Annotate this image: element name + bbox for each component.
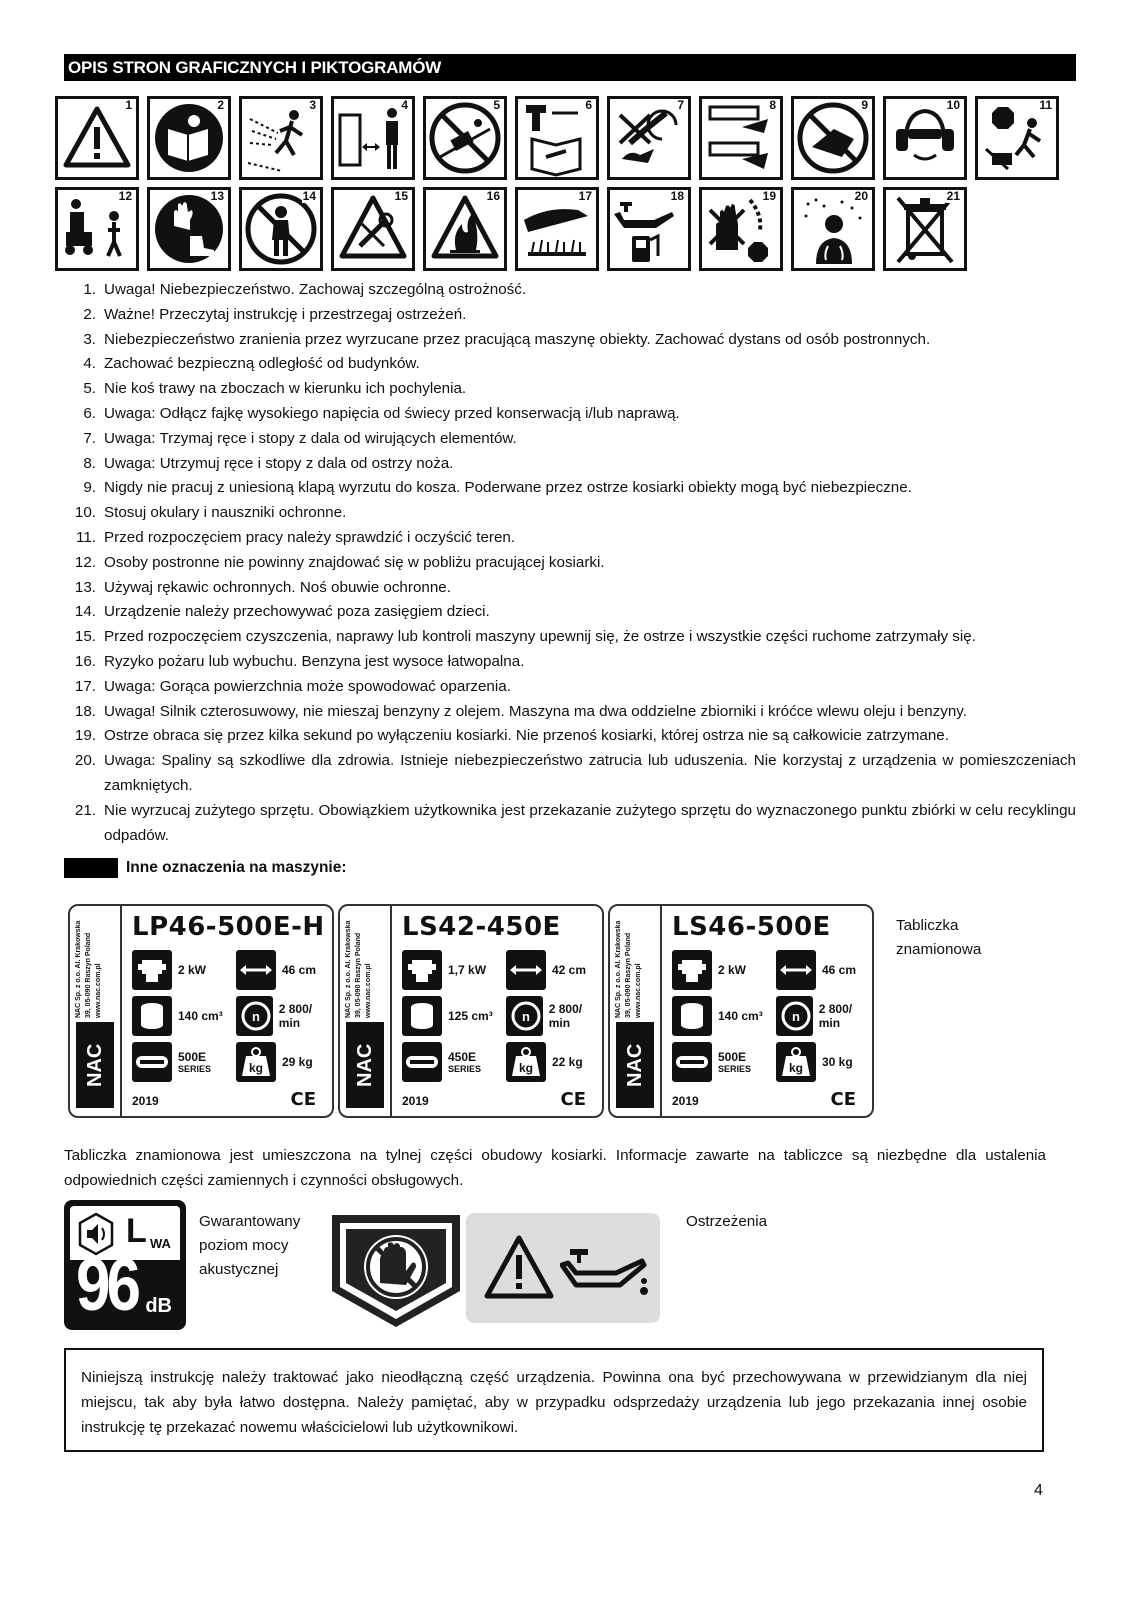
rpm: n 2 800/ min (236, 996, 332, 1036)
ce-mark: CE (290, 1089, 316, 1110)
engine-series: 500E SERIES (132, 1042, 211, 1082)
list-item-text: Ostrze obraca się przez kilka sekund po wyłączeniu kosiarki. Nie przenoś kosiarki, której ostrza nie są całkowicie zatrzymane. (104, 727, 949, 745)
ce-mark: CE (830, 1089, 856, 1110)
weight-icon (506, 1042, 546, 1082)
list-item-text: Zachować bezpieczną odległość od budynków. (104, 355, 420, 373)
lwa-subscript: WA (150, 1236, 171, 1251)
rpm: n 2 800/ min (506, 996, 602, 1036)
pictogram-19 (699, 187, 783, 271)
pictogram-11 (975, 96, 1059, 180)
pictogram-12 (55, 187, 139, 271)
svg-text:kg: kg (788, 1061, 804, 1075)
model-name: LP46-500E-H (132, 912, 325, 942)
list-item-number: 10. (74, 504, 96, 522)
list-item (64, 328, 1076, 353)
list-item-text: Ważne! Przeczytaj instrukcję i przestrzegaj ostrzeżeń. (104, 305, 467, 323)
list-item (64, 427, 1076, 452)
weight-icon (776, 1042, 816, 1082)
section-title: OPIS STRON GRAFICZNYCH I PIKTOGRAMÓW (64, 54, 1076, 81)
pictogram-number: 19 (762, 189, 776, 203)
pictogram-number: 14 (302, 189, 316, 203)
pictogram-number: 17 (578, 189, 592, 203)
plate-side-strip (70, 906, 122, 1116)
rpm-icon (506, 996, 543, 1036)
list-item (64, 377, 1076, 402)
svg-text:kg: kg (248, 1061, 264, 1075)
capacity-icon (132, 996, 172, 1036)
list-item-text: Nigdy nie pracuj z uniesioną klapą wyrzutu do kosza. Poderwane przez ostrze kosiarki obiekty mogą być niebezpieczne. (104, 479, 912, 497)
pictogram-8 (699, 96, 783, 180)
power-icon (402, 950, 442, 990)
production-year: 2019 (672, 1094, 699, 1108)
oil-can-icon (560, 1243, 652, 1301)
sound-power-caption: Gwarantowany poziom mocy akustycznej (199, 1213, 301, 1278)
pictogram-18 (607, 187, 691, 271)
list-item (64, 650, 1076, 675)
list-item-text: Uwaga: Spaliny są szkodliwe dla zdrowia. Istnieje niebezpieczeństwo zatrucia lub uduszenia. Nie korzystaj z urządzenia w pomieszczeniach zamkniętych. (104, 752, 1076, 794)
list-item-text: Uwaga: Gorąca powierzchnia może spowodować oparzenia. (104, 677, 511, 695)
sound-power-label (64, 1200, 186, 1330)
engine-series: 450E SERIES (402, 1042, 481, 1082)
lwa-value: 96 (76, 1244, 137, 1327)
pictogram-1 (55, 96, 139, 180)
list-item (64, 724, 1076, 749)
no-hands-warning-icon (330, 1213, 462, 1329)
production-year: 2019 (402, 1094, 429, 1108)
rpm-icon (776, 996, 813, 1036)
list-item-number: 17. (74, 677, 96, 695)
list-item-number: 12. (74, 553, 96, 571)
list-item-number: 19. (74, 727, 96, 745)
pictogram-number: 9 (861, 98, 868, 112)
other-markings-title: Inne oznaczenia na maszynie: (126, 859, 347, 876)
pictogram-9 (791, 96, 875, 180)
capacity: 125 cm³ (402, 996, 493, 1036)
warning-oil-panel (466, 1213, 660, 1323)
list-item-text: Uwaga: Trzymaj ręce i stopy z dala od wirujących elementów. (104, 429, 517, 447)
list-item-number: 8. (83, 454, 96, 472)
pictogram-20 (791, 187, 875, 271)
weight: kg 30 kg (776, 1042, 853, 1082)
svg-text:n: n (792, 1009, 800, 1024)
list-item-text: Uwaga! Silnik czterosuwowy, nie mieszaj benzyny z olejem. Maszyna ma dwa oddzielne zbiorniki i króćce wlewu oleju i benzyny. (104, 702, 967, 720)
list-item-text: Stosuj okulary i nauszniki ochronne. (104, 504, 347, 522)
list-item-text: Osoby postronne nie powinny znajdować się w pobliżu pracującej kosiarki. (104, 553, 605, 571)
capacity-icon (402, 996, 442, 1036)
lwa-symbol: L (126, 1212, 147, 1250)
production-year: 2019 (132, 1094, 159, 1108)
cutting-width: 42 cm (506, 950, 586, 990)
list-item (64, 700, 1076, 725)
engine-brand-icon (672, 1042, 712, 1082)
list-item-number: 20. (74, 752, 96, 770)
list-item (64, 625, 1076, 650)
brand-logo: NAC (76, 1022, 114, 1108)
manufacturer-address: NAC Sp. z o.o. Al. Krakowska 39, 05-090 Raszyn Poland www.nac.com.pl (75, 920, 102, 1018)
power-icon (672, 950, 712, 990)
pictogram-number: 5 (493, 98, 500, 112)
list-item-number: 18. (74, 702, 96, 720)
list-item (64, 278, 1076, 303)
list-item-text: Nie koś trawy na zboczach w kierunku ich pochylenia. (104, 380, 467, 398)
list-item-number: 11. (76, 528, 96, 546)
pictogram-row-2 (55, 187, 1085, 271)
rating-plate (338, 904, 604, 1118)
pictogram-number: 16 (486, 189, 500, 203)
svg-text:n: n (252, 1009, 260, 1024)
svg-text:n: n (522, 1009, 530, 1024)
weight: kg 22 kg (506, 1042, 583, 1082)
pictogram-number: 11 (1039, 98, 1052, 112)
engine-series: 500E SERIES (672, 1042, 751, 1082)
brand-logo: NAC (346, 1022, 384, 1108)
other-markings-heading (64, 858, 347, 878)
list-item (64, 675, 1076, 700)
pictogram-13 (147, 187, 231, 271)
warnings-caption: Ostrzeżenia (686, 1213, 768, 1230)
list-item-number: 13. (74, 578, 96, 596)
list-item-number: 7. (83, 429, 96, 447)
rpm: n 2 800/ min (776, 996, 872, 1036)
list-item-number: 9. (83, 479, 96, 497)
list-item-text: Używaj rękawic ochronnych. Noś obuwie ochronne. (104, 578, 451, 596)
list-item (64, 303, 1076, 328)
page-number: 4 (1034, 1482, 1043, 1499)
weight-icon (236, 1042, 276, 1082)
pictogram-number: 8 (769, 98, 776, 112)
rating-plate-label: Tabliczka znamionowa (896, 917, 982, 958)
list-item-text: Niebezpieczeństwo zranienia przez wyrzucane przez pracującą maszynę obiekty. Zachować dystans od osób postronnych. (104, 330, 931, 348)
list-item-text: Przed rozpoczęciem czyszczenia, naprawy lub kontroli maszyny upewnij się, że ostrze i wszystkie części ruchome zatrzymały się. (104, 628, 976, 646)
list-item-text: Uwaga: Odłącz fajkę wysokiego napięcia od świecy przed konserwacją i/lub naprawą. (104, 404, 680, 422)
list-item (64, 576, 1076, 601)
cutting-width-icon (776, 950, 816, 990)
cutting-width: 46 cm (776, 950, 856, 990)
list-item-number: 2. (83, 305, 96, 323)
list-item-number: 5. (83, 380, 96, 398)
list-item (64, 476, 1076, 501)
rating-plate (608, 904, 874, 1118)
list-item-text: Ryzyko pożaru lub wybuchu. Benzyna jest wysoce łatwopalna. (104, 652, 525, 670)
pictogram-number: 1 (125, 98, 132, 112)
power: 1,7 kW (402, 950, 486, 990)
list-item (64, 799, 1076, 849)
pictogram-number: 18 (670, 189, 684, 203)
ce-mark: CE (560, 1089, 586, 1110)
list-item-number: 3. (83, 330, 96, 348)
list-item-number: 4. (83, 355, 96, 373)
list-item-text: Urządzenie należy przechowywać poza zasięgiem dzieci. (104, 603, 490, 621)
power-icon (132, 950, 172, 990)
pictogram-grid (55, 96, 1085, 278)
list-item (64, 452, 1076, 477)
list-item (64, 402, 1076, 427)
pictogram-16 (423, 187, 507, 271)
list-item-text: Uwaga! Niebezpieczeństwo. Zachowaj szczególną ostrożność. (104, 281, 527, 298)
list-item-number: 6. (83, 404, 96, 422)
brand-logo: NAC (616, 1022, 654, 1108)
lwa-unit: dB (145, 1295, 172, 1317)
pictogram-21 (883, 187, 967, 271)
list-item (64, 526, 1076, 551)
cutting-width: 46 cm (236, 950, 316, 990)
pictogram-2 (147, 96, 231, 180)
model-name: LS42-450E (402, 912, 561, 942)
pictogram-number: 2 (217, 98, 224, 112)
pictogram-4 (331, 96, 415, 180)
list-item (64, 352, 1076, 377)
pictogram-number: 4 (401, 98, 408, 112)
list-item-number: 14. (74, 603, 96, 621)
pictogram-17 (515, 187, 599, 271)
weight: kg 29 kg (236, 1042, 313, 1082)
power: 2 kW (672, 950, 746, 990)
rpm-icon (236, 996, 273, 1036)
pictogram-number: 7 (677, 98, 684, 112)
plate-side-strip (340, 906, 392, 1116)
cutting-width-icon (506, 950, 546, 990)
list-item (64, 600, 1076, 625)
power: 2 kW (132, 950, 206, 990)
rating-plates (68, 904, 874, 1118)
warning-triangle-icon (484, 1235, 554, 1299)
heading-marker (64, 858, 118, 878)
engine-brand-icon (132, 1042, 172, 1082)
list-item-number: 1. (83, 281, 96, 298)
list-item (64, 501, 1076, 526)
manual-notice-box: Niniejszą instrukcję należy traktować jako nieodłączną część urządzenia. Powinna ona być przechowywana w przewidzianym dla niej miejscu, tak aby była łatwo dostępna. Należy pamiętać, aby w przypadku odsprzedaży urządzenia lub jego przekazania innej osobie instrukcję tę przekazać nowemu właścicielowi lub użytkownikowi. (64, 1348, 1044, 1452)
pictogram-number: 10 (946, 98, 960, 112)
pictogram-10 (883, 96, 967, 180)
list-item-text: Nie wyrzucaj zużytego sprzętu. Obowiązkiem użytkownika jest przekazanie zużytego sprzętu do wyznaczonego punktu zbiórki w celu recyklingu odpadów. (104, 801, 1076, 844)
list-item-number: 21. (74, 801, 96, 819)
pictogram-number: 12 (118, 189, 132, 203)
pictogram-number: 6 (585, 98, 592, 112)
manufacturer-address: NAC Sp. z o.o. Al. Krakowska 39, 05-090 Raszyn Poland www.nac.com.pl (615, 920, 642, 1018)
plate-side-strip (610, 906, 662, 1116)
svg-text:kg: kg (518, 1061, 534, 1075)
engine-brand-icon (402, 1042, 442, 1082)
pictogram-number: 15 (394, 189, 408, 203)
capacity: 140 cm³ (672, 996, 763, 1036)
list-item-text: Przed rozpoczęciem pracy należy sprawdzić i oczyścić teren. (104, 528, 516, 546)
pictogram-5 (423, 96, 507, 180)
list-item (64, 749, 1076, 799)
rating-plate-description: Tabliczka znamionowa jest umieszczona na tylnej części obudowy kosiarki. Informacje zawarte na tabliczce są niezbędne dla ustalenia odpowiednich części zamiennych i czynności obsługowych. (64, 1147, 1046, 1189)
list-item-text: Uwaga: Utrzymuj ręce i stopy z dala od ostrzy noża. (104, 454, 454, 472)
pictogram-6 (515, 96, 599, 180)
list-item-number: 15. (74, 628, 96, 646)
pictogram-descriptions (64, 278, 1076, 848)
pictogram-number: 13 (210, 189, 224, 203)
pictogram-row-1 (55, 96, 1085, 180)
pictogram-7 (607, 96, 691, 180)
capacity-icon (672, 996, 712, 1036)
model-name: LS46-500E (672, 912, 831, 942)
capacity: 140 cm³ (132, 996, 223, 1036)
cutting-width-icon (236, 950, 276, 990)
pictogram-number: 3 (309, 98, 316, 112)
pictogram-number: 20 (854, 189, 868, 203)
manufacturer-address: NAC Sp. z o.o. Al. Krakowska 39, 05-090 Raszyn Poland www.nac.com.pl (345, 920, 372, 1018)
pictogram-15 (331, 187, 415, 271)
list-item (64, 551, 1076, 576)
pictogram-14 (239, 187, 323, 271)
list-item-number: 16. (74, 652, 96, 670)
pictogram-3 (239, 96, 323, 180)
rating-plate (68, 904, 334, 1118)
pictogram-number: 21 (946, 189, 960, 203)
